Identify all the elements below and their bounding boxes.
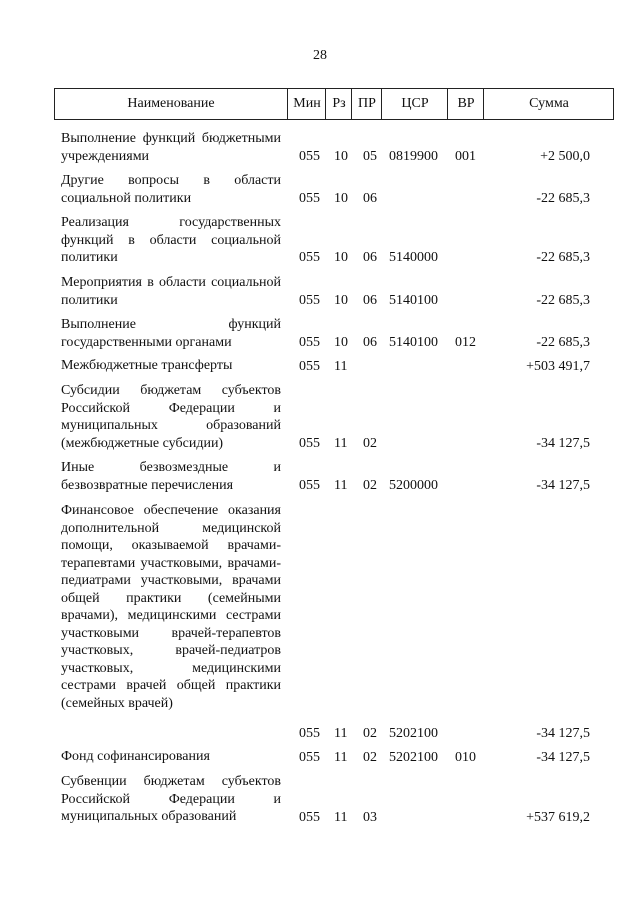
row-min: 055 [299, 190, 320, 206]
row-min: 055 [299, 292, 320, 308]
row-name: Мероприятия в области социальной политики [61, 275, 281, 308]
row-min: 055 [299, 725, 320, 741]
row-csr: 5202100 [389, 749, 438, 765]
header-name: Наименование [127, 96, 215, 111]
row-rz: 10 [334, 292, 348, 308]
row-name: Межбюджетные трансферты [61, 358, 233, 373]
row-pr: 06 [363, 249, 377, 265]
row-pr: 03 [363, 809, 377, 825]
row-rz: 10 [334, 249, 348, 265]
table-row [0, 382, 640, 452]
row-name: Финансовое обеспечение оказания дополнительной медицинской помощи, оказываемой врачами-терапевтами участковыми, врачами-педиатрами участковыми, врачами общей практики (семейными врачами), медицинскими сестрами участковыми врачей-терапевтов участковых, врачей-педиатров участковых, медицинскими сестрами врачей общей практики (семейных врачей) [61, 503, 281, 711]
row-rz: 11 [334, 725, 348, 741]
row-pr: 02 [363, 477, 377, 493]
table-row [0, 357, 640, 375]
row-name: Другие вопросы в области социальной политики [61, 173, 281, 206]
row-name: Иные безвозмездные и безвозвратные перечисления [61, 460, 281, 493]
row-pr: 02 [363, 749, 377, 765]
table-row [0, 214, 640, 266]
table-row [0, 773, 640, 826]
row-csr: 5200000 [389, 477, 438, 493]
row-pr: 02 [363, 725, 377, 741]
row-min: 055 [299, 749, 320, 765]
table-row [0, 316, 640, 351]
row-rz: 10 [334, 190, 348, 206]
row-sum: -34 127,5 [536, 749, 590, 765]
row-pr: 06 [363, 334, 377, 350]
table-row [0, 502, 640, 742]
row-csr: 5202100 [389, 725, 438, 741]
row-csr: 5140100 [389, 334, 438, 350]
row-rz: 10 [334, 334, 348, 350]
row-sum: -34 127,5 [536, 477, 590, 493]
row-rz: 11 [334, 477, 348, 493]
row-min: 055 [299, 358, 320, 374]
row-name: Субвенции бюджетам субъектов Российской Федерации и муниципальных образований [61, 774, 281, 824]
header-vr: ВР [447, 89, 484, 119]
row-rz: 11 [334, 809, 348, 825]
row-sum: +503 491,7 [526, 358, 590, 374]
header-csr: ЦСР [381, 89, 448, 119]
header-rz: Рз [325, 89, 352, 119]
row-rz: 11 [334, 435, 348, 451]
table-row [0, 274, 640, 309]
row-min: 055 [299, 809, 320, 825]
row-rz: 10 [334, 148, 348, 164]
header-min: Мин [287, 89, 326, 119]
row-min: 055 [299, 334, 320, 350]
row-vr: 001 [455, 148, 476, 164]
row-sum: -34 127,5 [536, 725, 590, 741]
row-rz: 11 [334, 358, 348, 374]
header-sum: Сумма [483, 89, 614, 119]
row-name: Фонд софинансирования [61, 749, 210, 764]
table-header [54, 88, 614, 120]
row-csr: 0819900 [389, 148, 438, 164]
row-min: 055 [299, 435, 320, 451]
row-min: 055 [299, 249, 320, 265]
row-csr: 5140100 [389, 292, 438, 308]
row-min: 055 [299, 477, 320, 493]
row-vr: 012 [455, 334, 476, 350]
row-csr: 5140000 [389, 249, 438, 265]
row-min: 055 [299, 148, 320, 164]
row-sum: -22 685,3 [536, 292, 590, 308]
row-rz: 11 [334, 749, 348, 765]
row-sum: -34 127,5 [536, 435, 590, 451]
row-pr: 02 [363, 435, 377, 451]
row-sum: -22 685,3 [536, 249, 590, 265]
row-sum: +537 619,2 [526, 809, 590, 825]
row-name: Выполнение функций бюджетными учреждениями [61, 131, 281, 164]
row-vr: 010 [455, 749, 476, 765]
row-sum: -22 685,3 [536, 334, 590, 350]
page-number: 28 [313, 48, 327, 63]
table-row [0, 748, 640, 766]
header-pr: ПР [351, 89, 382, 119]
row-pr: 05 [363, 148, 377, 164]
table-row [0, 459, 640, 494]
table-row [0, 172, 640, 207]
row-name: Выполнение функций государственными органами [61, 317, 281, 350]
row-sum: -22 685,3 [536, 190, 590, 206]
row-pr: 06 [363, 190, 377, 206]
row-pr: 06 [363, 292, 377, 308]
row-name: Субсидии бюджетам субъектов Российской Федерации и муниципальных образований (межбюджетные субсидии) [61, 383, 281, 451]
row-name: Реализация государственных функций в области социальной политики [61, 215, 281, 265]
row-sum: +2 500,0 [540, 148, 590, 164]
table-row [0, 130, 640, 165]
